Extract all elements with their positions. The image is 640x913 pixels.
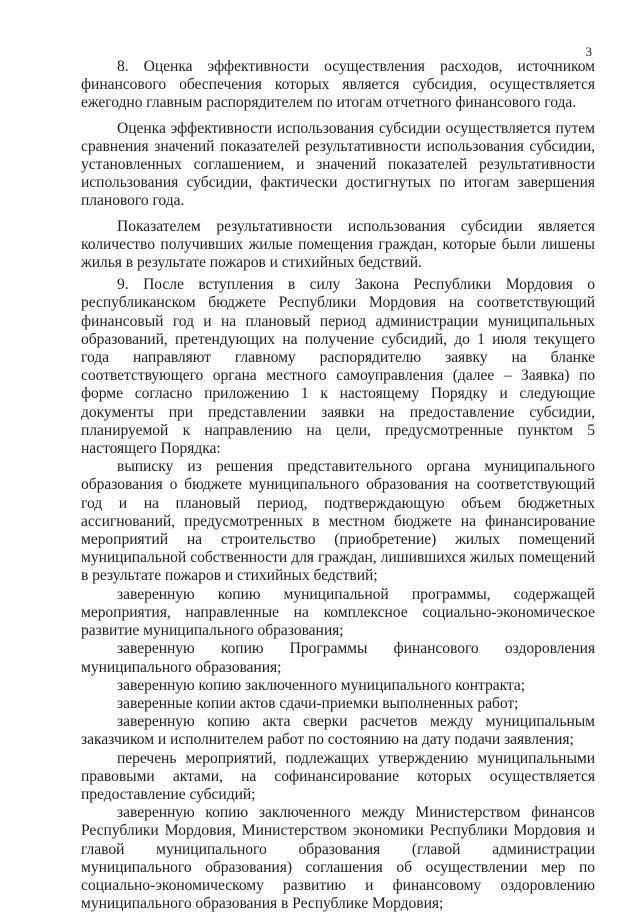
list-item: заверенную копию заключенного между Министерством финансов Республики Мордовия, Министерством экономики Республики Мордовия и главой муниципального образования (главой администрации муниципального образования) соглашения об осуществлении мер по социально-экономическому развитию и финансовому оздоровлению муниципального образования в Республике Мордовия; [81, 804, 595, 913]
document-body [81, 58, 595, 913]
paragraph-9: 9. После вступления в силу Закона Республики Мордовия о республиканском бюджете Республики Мордовия на соответствующий финансовый год и на плановый период администрации муниципальных образований, претендующих на получение субсидий, до 1 июля текущего года направляют главному распорядителю заявку на бланке соответствующего органа местного самоуправления (далее – Заявка) по форме согласно приложению 1 к настоящему Порядку и следующие документы при представлении заявки на предоставление субсидии, планируемой к направлению на цели, предусмотренные пунктом 5 настоящего Порядка: [81, 276, 595, 458]
paragraph-8: 8. Оценка эффективности осуществления расходов, источником финансового обеспечения которых является субсидия, осуществляется ежегодно главным распорядителем по итогам отчетного финансового года. [81, 58, 595, 112]
list-item: перечень мероприятий, подлежащих утверждению муниципальными правовыми актами, на софинансирование которых осуществляется предоставление субсидий; [81, 749, 595, 803]
paragraph-result-indicator: Показателем результативности использования субсидии является количество получивших жилые помещения граждан, которые были лишены жилья в результате пожаров и стихийных бедствий. [81, 217, 595, 272]
list-item: заверенную копию акта сверки расчетов между муниципальным заказчиком и исполнителем работ по состоянию на дату подачи заявления; [81, 713, 595, 749]
list-item: заверенную копию заключенного муниципального контракта; [117, 676, 526, 694]
list-item: выписку из решения представительного органа муниципального образования о бюджете муниципального образования на соответствующий год и на плановый период, подтверждающую объем бюджетных ассигнований, предусмотренных в местном бюджете на финансирование мероприятий на строительство (приобретение) жилых помещений муниципальной собственности для граждан, лишившихся жилых помещений в результате пожаров и стихийных бедствий; [81, 458, 595, 585]
list-item: заверенную копию Программы финансового оздоровления муниципального образования; [81, 640, 595, 676]
page-number: 3 [585, 44, 592, 59]
paragraph-efficiency-assessment: Оценка эффективности использования субсидии осуществляется путем сравнения значений показателей результативности использования субсидии, установленных соглашением, и значений показателей результативности использования субсидии, фактически достигнутых по итогам завершения планового года. [81, 119, 595, 210]
list-item: заверенные копии актов сдачи-приемки выполненных работ; [117, 694, 519, 712]
list-item: заверенную копию муниципальной программы, содержащей мероприятия, направленные на комплексное социально-экономическое развитие муниципального образования; [81, 585, 595, 640]
